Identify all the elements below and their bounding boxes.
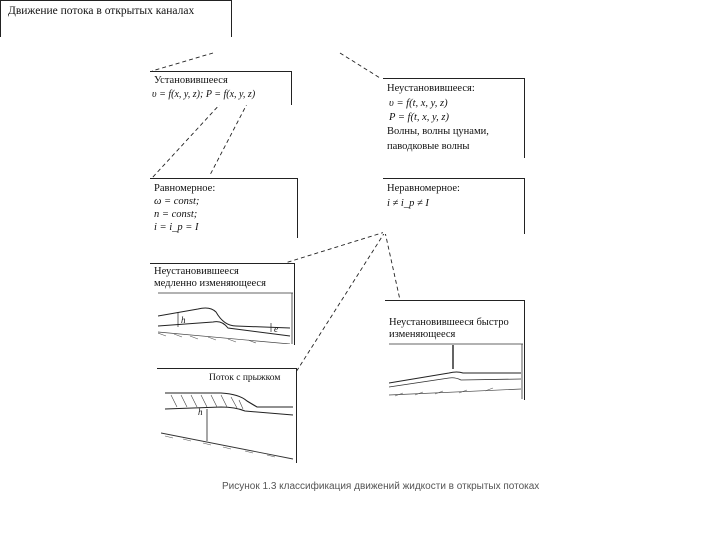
unsteady-formula-pressure: P = f(t, x, y, z) [389,112,449,123]
uniform-line-area: ω = const; [154,196,200,207]
diagram-title: Движение потока в открытых каналах [8,5,195,17]
jump-depth-label: h [198,407,203,417]
nonuniform-box [383,178,525,234]
gradually-varied-depth-label-2: e [274,324,278,334]
gradually-varied-sketch [158,292,293,344]
uniform-label: Равномерное: [154,183,216,194]
rapidly-varied-box [385,300,525,400]
uniform-line-roughness: n = const; [154,209,198,220]
rapidly-varied-label-1: Неустановившееся быстро [389,317,509,328]
unsteady-note-flood: паводковые волны [387,141,470,152]
jump-sketch [161,383,295,463]
gradually-varied-depth-label: h [181,315,186,325]
uniform-box [150,178,298,238]
steady-box [150,71,292,105]
rapidly-varied-label-2: изменяющееся [389,329,456,340]
nonuniform-label: Неравномерное: [387,183,460,194]
uniform-line-slope: i = i_p = I [154,222,199,233]
gradually-varied-box [150,263,295,345]
gradually-varied-label-1: Неустановившееся [154,266,239,277]
nonuniform-line-slope: i ≠ i_p ≠ I [387,198,429,209]
unsteady-formula-velocity: υ = f(t, x, y, z) [389,98,448,109]
unsteady-note-waves: Волны, волны цунами, [387,126,489,137]
jump-box [157,368,297,463]
gradually-varied-label-2: медленно изменяющееся [154,278,266,289]
steady-label: Установившееся [154,75,228,86]
steady-formula: υ = f(x, y, z); P = f(x, y, z) [152,89,256,100]
jump-label: Поток с прыжком [209,373,281,383]
unsteady-box [383,78,525,158]
unsteady-label: Неустановившееся: [387,83,475,94]
rapidly-varied-sketch [389,343,523,399]
figure-caption: Рисунок 1.3 классификация движений жидкости в открытых потоках [222,481,540,492]
